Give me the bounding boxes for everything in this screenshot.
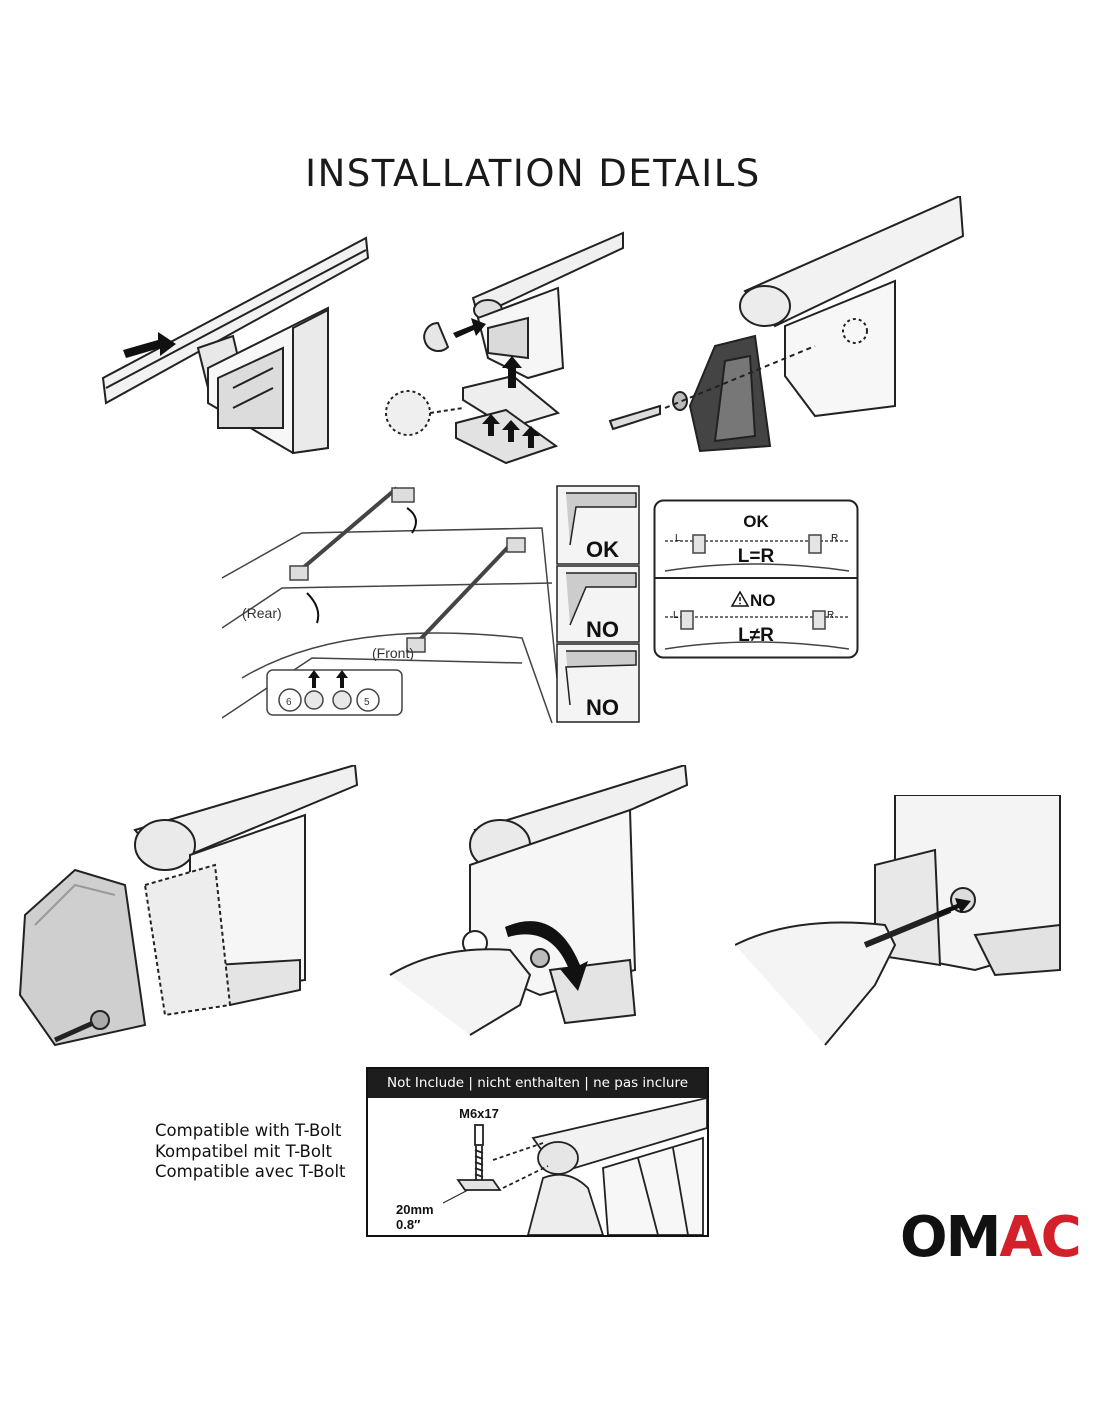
fit-check-column bbox=[556, 485, 640, 723]
compatible-tbolt-text bbox=[155, 1121, 346, 1183]
symmetry-no-title: NO bbox=[750, 591, 776, 610]
tbolt-size-label: M6x17 bbox=[459, 1106, 499, 1121]
check-no-label-2: NO bbox=[586, 695, 619, 720]
rear-label: (Rear) bbox=[242, 605, 282, 621]
step-clamp-bolt bbox=[605, 196, 965, 481]
compatible-line-fr: Compatible avec T-Bolt bbox=[155, 1162, 346, 1181]
symmetry-no-left: L bbox=[673, 610, 679, 621]
logo-part-ac: AC bbox=[999, 1205, 1080, 1270]
check-no-label-1: NO bbox=[586, 617, 619, 642]
step-attach-cover bbox=[15, 765, 360, 1050]
tbolt-length-mm: 20mm bbox=[396, 1202, 434, 1217]
check-ok-label: OK bbox=[586, 537, 619, 562]
tbolt-length-in: 0.8″ bbox=[396, 1217, 421, 1232]
symmetry-ok-right: R bbox=[831, 533, 839, 544]
pad-rear-number: 6 bbox=[286, 697, 292, 708]
compatible-line-de: Kompatibel mit T-Bolt bbox=[155, 1141, 333, 1161]
step-pad-assembly bbox=[378, 228, 628, 478]
symmetry-no-formula: L≠R bbox=[738, 625, 774, 646]
compatible-line-en: Compatible with T-Bolt bbox=[155, 1121, 342, 1140]
omac-logo bbox=[900, 1205, 1085, 1270]
symmetry-ok-title: OK bbox=[743, 512, 769, 531]
symmetry-check-panel bbox=[653, 499, 859, 659]
symmetry-no-right: R bbox=[827, 610, 835, 621]
car-roof-fitting-diagram bbox=[222, 478, 557, 723]
logo-part-om: OM bbox=[900, 1205, 1000, 1270]
step-bar-end-cap bbox=[98, 228, 373, 460]
step-remove-key bbox=[735, 795, 1065, 1050]
front-label: (Front) bbox=[372, 645, 414, 661]
step-lock-key bbox=[380, 765, 690, 1055]
pad-front-number: 5 bbox=[364, 697, 370, 708]
symmetry-ok-formula: L=R bbox=[737, 546, 775, 567]
tbolt-header: Not Include | nicht enthalten | ne pas inclure bbox=[368, 1069, 707, 1098]
tbolt-box bbox=[366, 1067, 709, 1237]
symmetry-ok-left: L bbox=[675, 533, 681, 544]
page-title: INSTALLATION DETAILS bbox=[305, 152, 761, 195]
